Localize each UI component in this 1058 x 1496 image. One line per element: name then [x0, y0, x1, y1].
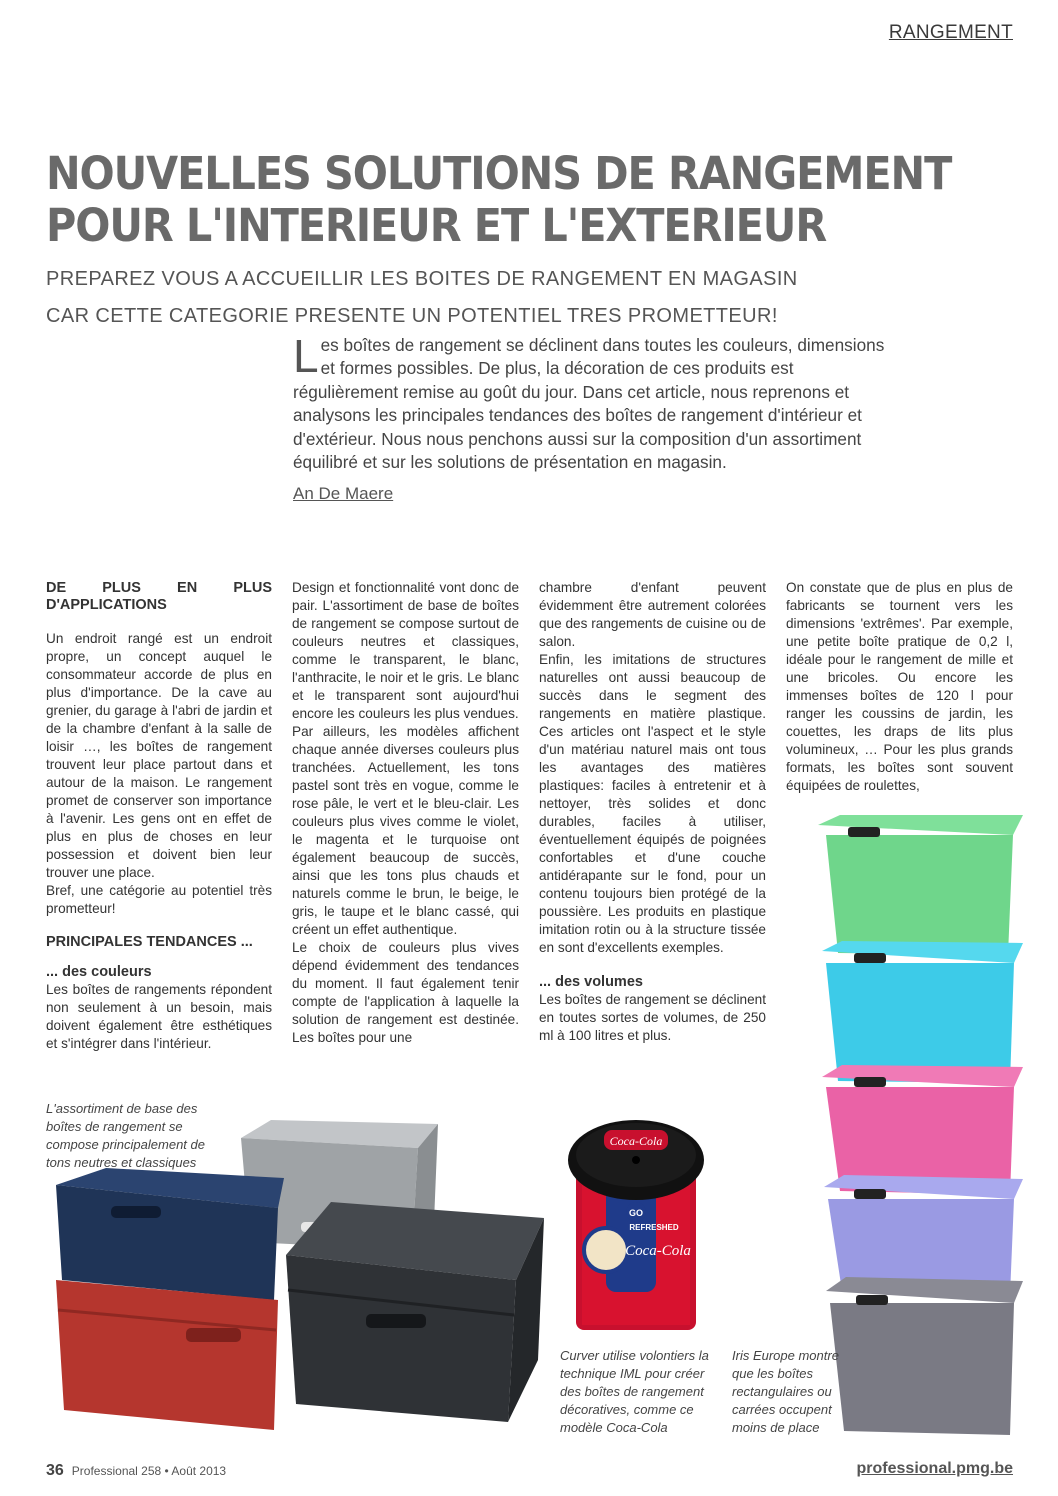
- caption-cocacola: Curver utilise volontiers la technique IML pour créer des boîtes de rangement décoratives, comme ce modèle Coca-Cola: [560, 1348, 709, 1435]
- intro-dropcap: L: [293, 330, 319, 382]
- website-link[interactable]: professional.pmg.be: [856, 1460, 1013, 1477]
- column-2: [292, 579, 519, 1047]
- cocacola-bin-photo: [556, 1100, 716, 1345]
- subtitle-line-2: CAR CETTE CATEGORIE PRESENTE UN POTENTIEL TRES PROMETTEUR!: [46, 305, 778, 327]
- intro-text: es boîtes de rangement se déclinent dans toutes les couleurs, dimensions et formes possibles. De plus, la décoration de ces produits est régulièrement remise au goût du jour. Dans cet article, nous reprenons et analysons les principales tendances des boîtes de rangement d'intérieur et d'extérieur. Nous nous penchons aussi sur la composition d'un assortiment équilibré et sur les solutions de présentation en magasin.: [293, 335, 885, 473]
- bin-body-logo: Coca-Cola: [625, 1243, 691, 1259]
- title-line-1: NOUVELLES SOLUTIONS DE RANGEMENT: [46, 147, 952, 200]
- heading-applications: DE PLUS EN PLUS D'APPLICATIONS: [46, 580, 272, 613]
- page-number: 36: [46, 1462, 64, 1479]
- subtitle-line-1: PREPAREZ VOUS A ACCUEILLIR LES BOITES DE RANGEMENT EN MAGASIN: [46, 268, 798, 290]
- column-3: [539, 579, 766, 1045]
- intro-paragraph: [293, 330, 893, 474]
- issue-info: Professional 258 • Août 2013: [71, 1464, 227, 1478]
- column-4: [786, 579, 1013, 795]
- section-label: RANGEMENT: [888, 22, 1013, 43]
- article-title: [46, 147, 952, 252]
- black-crate: [286, 1202, 544, 1422]
- column-1: [46, 580, 272, 1053]
- smoke-box: [826, 1277, 1023, 1435]
- subheading-volumes: ... des volumes: [539, 974, 643, 990]
- subheading-couleurs: ... des couleurs: [46, 964, 152, 980]
- paragraph: Bref, une catégorie au potentiel très prometteur!: [46, 883, 272, 916]
- navy-crate: [56, 1168, 284, 1300]
- cyan-box: [822, 941, 1023, 1083]
- paragraph: Par ailleurs, les modèles affichent chaque année diverses couleurs plus tranchées. Actuellement, les tons pastel sont très en vogue, comme le rose pâle, le vert et le bleu-clair. Les couleurs plus vives comme le violet, le magenta et le turquoise ont également beaucoup de succès, ainsi que les tons plus chauds et naturels comme le brun, le beige, le gris, le taupe et le blanc cassé, qui créent un effet authentique.: [292, 724, 519, 937]
- paragraph: Design et fonctionnalité vont donc de pair. L'assortiment de base de boîtes de rangement se compose surtout de couleurs neutres et classiques, comme le transparent, le blanc, l'anthracite, le noir et le gris. Le blanc et le transparent sont aujourd'hui encore les couleurs les plus vendues.: [292, 580, 519, 721]
- paragraph: On constate que de plus en plus de fabricants se tournent vers les dimensions 'extrêmes'. Par exemple, une petite boîte pratique de 0,2 l, idéale pour le rangement de mille et une bricoles. Ou encore les immenses boîtes de 120 l pour ranger les coussins de jardin, les couettes, les draps de lits plus volumineux, … Pour les plus grands formats, les boîtes sont souvent équipées de roulettes,: [786, 580, 1013, 793]
- heading-tendances: PRINCIPALES TENDANCES ...: [46, 934, 253, 950]
- lid-logo: Coca-Cola: [609, 1134, 663, 1148]
- iris-boxes-photo: [818, 815, 1028, 1445]
- bin-go-label: GO: [628, 1208, 644, 1218]
- title-line-2: POUR L'INTERIEUR ET L'EXTERIEUR: [46, 199, 827, 252]
- paragraph: Un endroit rangé est un endroit propre, un concept auquel le consommateur accorde de plus en plus d'importance. De la cave au grenier, du garage à l'abri de jardin et de la chambre d'enfant à la salle de loisir …, les boîtes de rangement trouvent leur place partout dans et autour de la maison. Le rangement promet de conserver son importance à l'avenir. Les gens ont en effet de plus en plus de choses en leur possession et doivent bien leur trouver une place.: [46, 631, 272, 880]
- paragraph: Enfin, les imitations de structures naturelles ont aussi beaucoup de succès dans le segment des rangements en matière plastique. Ces articles ont l'aspect et le style d'un matériau naturel mais ont tous les avantages des matières plastiques: faciles à entretenir et à nettoyer, très solides et donc durables, faciles à utiliser, éventuellement équipés de poignées confortables et d'une couche antidérapante sur le fond, pour un contenu toujours bien protégé de la poussière. Les produits en plastique imitation rotin ou à la structure tissée en sont d'excellents exemples.: [539, 652, 766, 955]
- paragraph: Le choix de couleurs plus vives dépend évidemment des tendances du moment. Il faut également tenir compte de l'application à laquelle la solution de rangement est destinée. Les boîtes pour une: [292, 940, 519, 1045]
- caption-iris: Iris Europe montre que les boîtes rectangulaires ou carrées occupent moins de place: [732, 1348, 839, 1435]
- red-crate: [56, 1280, 278, 1430]
- footer-left: [46, 1462, 226, 1480]
- paragraph: chambre d'enfant peuvent évidemment être autrement colorées que des rangements de cuisine ou de salon.: [539, 580, 766, 649]
- paragraph: Les boîtes de rangement se déclinent en toutes sortes de volumes, de 250 ml à 100 litres et plus.: [539, 992, 766, 1043]
- bin-refreshed-label: REFRESHED: [629, 1223, 679, 1232]
- caption-crates: L'assortiment de base des boîtes de rangement se compose principalement de tons neutres et classiques: [46, 1101, 205, 1170]
- paragraph: Les boîtes de rangements répondent non seulement à un besoin, mais doivent également être esthétiques et s'intégrer dans l'intérieur.: [46, 982, 272, 1051]
- purple-box: [824, 1175, 1023, 1295]
- author-link[interactable]: An De Maere: [293, 484, 394, 503]
- green-box: [818, 815, 1023, 955]
